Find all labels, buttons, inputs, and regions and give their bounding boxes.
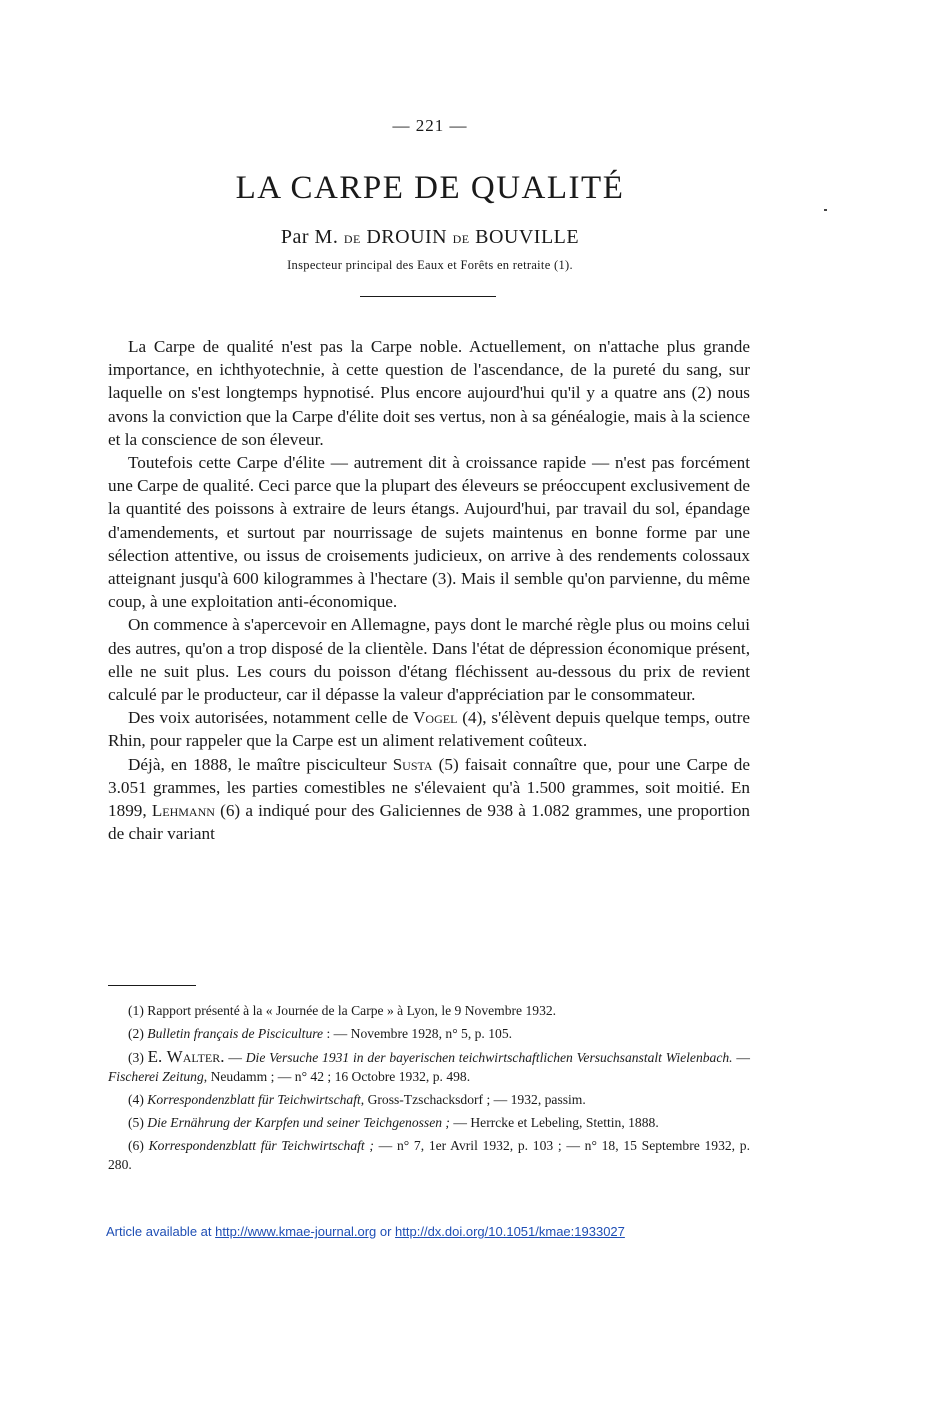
article-availability-notice	[106, 1224, 625, 1239]
page-number: — 221 —	[392, 116, 468, 135]
doi-link[interactable]: http://dx.doi.org/10.1051/kmae:1933027	[395, 1224, 625, 1239]
paragraph	[108, 753, 750, 846]
footnote-source-title: Die Versuche 1931 in der bayerischen teichwirtschaftlichen Versuchsanstalt Wielenbach.	[245, 1050, 733, 1065]
footnote	[108, 1113, 750, 1132]
notice-prefix: Article available at	[106, 1224, 216, 1239]
footnote-number: (2)	[128, 1026, 144, 1041]
text-run: (4), s'élèvent depuis quelque temps, outre Rhin, pour rappeler que la Carpe est un aliment relativement coûteux.	[108, 708, 750, 751]
paragraph: Toutefois cette Carpe d'élite — autrement dit à croissance rapide — n'est pas forcément une Carpe de qualité. Ceci parce que la plupart des éleveurs se préoccupent exclusivement de la quantité des poissons à extraire de leurs étangs. Aujourd'hui, par travail du sol, épandage d'amendements, et surtout par nourrissage de sujets maintenus en bonne forme par une sélection attentive, ou issus de croisements judicieux, on arrive à des rendements colossaux atteignant jusqu'à 600 kilogrammes à l'hectare (3). Mais il semble qu'on parvienne, du même coup, à une exploitation anti-économique.	[108, 453, 750, 612]
footnote	[108, 1136, 750, 1174]
footnote-separator	[108, 985, 196, 986]
footnote-number: (6)	[128, 1138, 144, 1153]
article-title: LA CARPE DE QUALITÉ	[235, 170, 625, 206]
author-name: BOUVILLE	[475, 226, 580, 248]
byline-particle: de	[343, 228, 361, 247]
footnote-number: (1)	[128, 1003, 144, 1018]
footnote-source-title: Die Ernährung der Karpfen und seiner Teichgenossen ;	[147, 1115, 450, 1130]
margin-mark	[824, 209, 827, 211]
byline	[0, 226, 860, 249]
footnote-text: — Herrcke et Lebeling, Stettin, 1888.	[449, 1115, 659, 1130]
footnote	[108, 1090, 750, 1109]
paragraph	[108, 706, 750, 752]
byline-prefix: Par M.	[280, 226, 339, 248]
footnote-separator-text: —	[224, 1050, 246, 1065]
byline-particle: de	[452, 228, 470, 247]
author-name: DROUIN	[366, 226, 448, 248]
footnote-number: (4)	[128, 1092, 144, 1107]
cited-name: Susta	[392, 754, 433, 774]
cited-name: Vogel	[413, 708, 458, 728]
footnote	[108, 1047, 750, 1086]
footnote-text: , Neudamm ; — n° 42 ; 16 Octobre 1932, p. 498.	[203, 1069, 471, 1084]
footnote-source-title: Korrespondenzblatt für Teichwirtschaft	[147, 1092, 361, 1107]
text-run: (6) a indiqué pour des Galiciennes de 938 à 1.082 grammes, une proportion de chair variant	[108, 801, 751, 844]
author-affiliation: Inspecteur principal des Eaux et Forêts en retraite (1).	[287, 258, 573, 272]
footnote-text: , Gross-Tzschacksdorf ; — 1932, passim.	[360, 1092, 586, 1107]
footnote-number: (5)	[128, 1115, 144, 1130]
paragraph: On commence à s'apercevoir en Allemagne, pays dont le marché règle plus ou moins celui des autres, qu'on a trop disposé de la clientèle. Dans l'état de dépression économique présent, elle ne suit plus. Les cours du poisson d'étang fléchissent au-dessous du prix de revient calculé par le producteur, car il dépasse la valeur d'appréciation par le consommateur.	[108, 615, 750, 705]
footnote-author: E. Walter.	[147, 1047, 225, 1066]
text-run: Des voix autorisées, notamment celle de	[128, 708, 414, 728]
paragraph: La Carpe de qualité n'est pas la Carpe noble. Actuellement, on n'attache plus grande importance, en ichthyotechnie, à cette question de l'ascendance, de la pureté du sang, sur laquelle on s'est longtemps hypnotisé. Plus encore aujourd'hui qu'il y a quatre ans (2) nous avons la conviction que la Carpe d'élite doit ses vertus, non à sa généalogie, mais à la science et la conscience de son éleveur.	[108, 337, 750, 449]
footnotes	[108, 1001, 750, 1178]
footnote-text: : — Novembre 1928, n° 5, p. 105.	[323, 1026, 513, 1041]
body-text	[108, 335, 750, 845]
journal-link[interactable]: http://www.kmae-journal.org	[215, 1224, 377, 1239]
notice-middle: or	[376, 1224, 396, 1239]
footnote-source-title: Bulletin français de Pisciculture	[147, 1026, 324, 1041]
footnote-text: Rapport présenté à la « Journée de la Carpe » à Lyon, le 9 Novembre 1932.	[147, 1003, 557, 1018]
text-run: Déjà, en 1888, le maître pisciculteur	[128, 754, 393, 774]
text-run: (5) faisait connaître que, pour une Carpe de 3.051 grammes, les parties comestibles ne s'élevaient qu'à 1.500 grammes, soit moitié. En 1899,	[108, 754, 750, 821]
footnote-source-title: Fischerei Zeitung	[108, 1069, 204, 1084]
title-separator	[360, 296, 496, 297]
footnote	[108, 1001, 750, 1020]
footnote-number: (3)	[128, 1050, 144, 1065]
footnote-source-title: Korrespondenzblatt für Teichwirtschaft ;	[148, 1138, 374, 1153]
cited-name: Lehmann	[151, 801, 215, 821]
footnote-text: — n° 7, 1er Avril 1932, p. 103 ; — n° 18, 15 Septembre 1932, p. 280.	[108, 1138, 750, 1172]
footnote-separator-text: —	[732, 1050, 750, 1065]
footnote	[108, 1024, 750, 1043]
